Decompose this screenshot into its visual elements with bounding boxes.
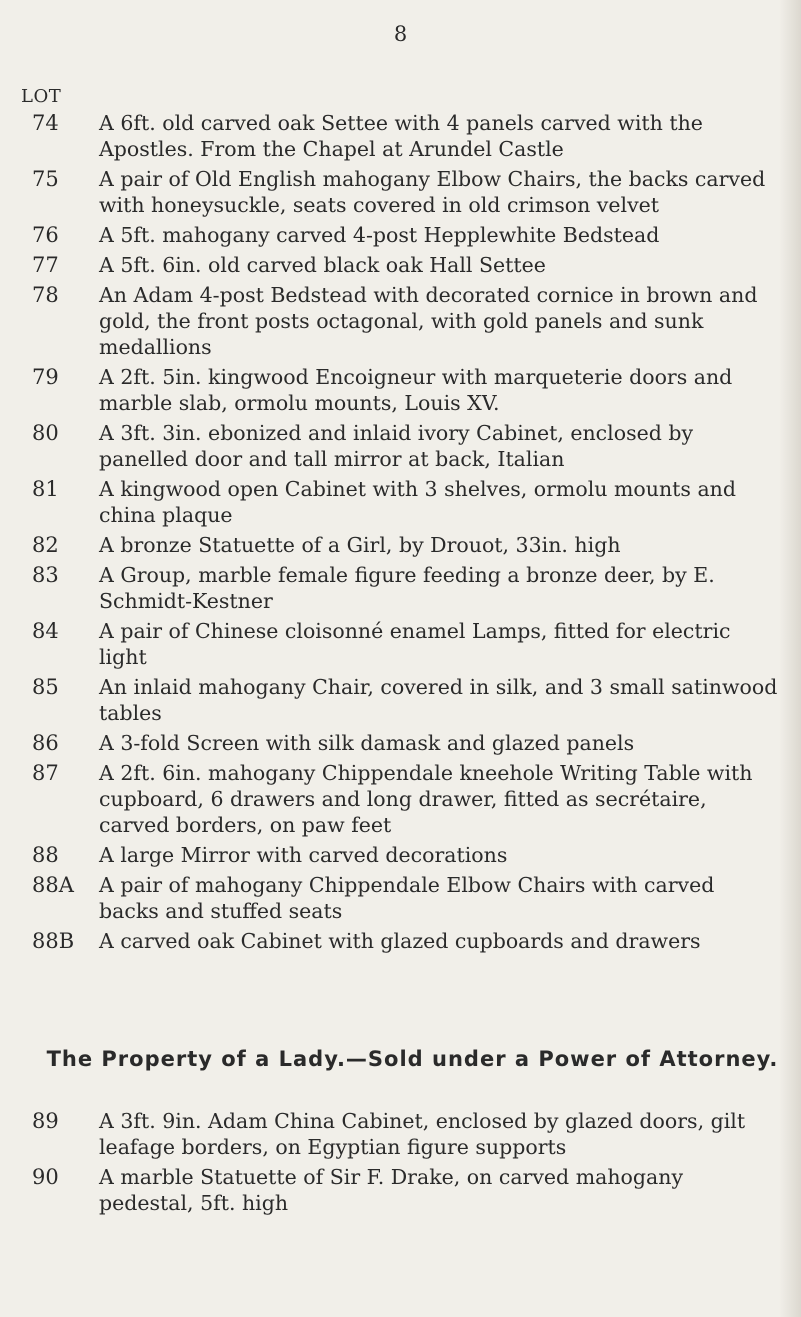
lot-number: 77 — [32, 253, 59, 277]
lot-description: An Adam 4-post Bedstead with decorated cornice in brown and gold, the front posts octagonal, with gold panels and sunk medallions — [99, 283, 758, 359]
lot-entry — [0, 252, 801, 278]
lot-list — [0, 110, 801, 958]
lot-number: 81 — [32, 477, 59, 501]
lot-description: A large Mirror with carved decorations — [99, 843, 508, 867]
lot-number: 80 — [32, 421, 59, 445]
lot-entry — [0, 618, 801, 670]
lot-number: 88B — [32, 929, 75, 953]
lot-description: A Group, marble female figure feeding a bronze deer, by E. Schmidt-Kestner — [99, 563, 715, 613]
lot-description: A 6ft. old carved oak Settee with 4 panels carved with the Apostles. From the Chapel at Arundel Castle — [99, 111, 703, 161]
lot-entry — [0, 476, 801, 528]
lot-entry — [0, 110, 801, 162]
lot-number: 89 — [32, 1109, 59, 1133]
lot-entry — [0, 282, 801, 360]
lot-number: 78 — [32, 283, 59, 307]
lot-entry — [0, 730, 801, 756]
lot-description: A 2ft. 6in. mahogany Chippendale kneehole Writing Table with cupboard, 6 drawers and long drawer, fitted as secrétaire, carved borders, on paw feet — [99, 761, 753, 837]
lot-description: A 5ft. mahogany carved 4-post Hepplewhite Bedstead — [99, 223, 660, 247]
lot-entry — [0, 364, 801, 416]
lot-description: A bronze Statuette of a Girl, by Drouot, 33in. high — [99, 533, 621, 557]
lot-description: A 3-fold Screen with silk damask and glazed panels — [99, 731, 635, 755]
lot-entry — [0, 166, 801, 218]
lot-number: 90 — [32, 1165, 59, 1189]
lot-description: An inlaid mahogany Chair, covered in silk, and 3 small satinwood tables — [99, 675, 778, 725]
lot-description: A 3ft. 3in. ebonized and inlaid ivory Cabinet, enclosed by panelled door and tall mirror at back, Italian — [99, 421, 694, 471]
lot-description: A 2ft. 5in. kingwood Encoigneur with marqueterie doors and marble slab, ormolu mounts, Louis XV. — [99, 365, 733, 415]
lot-description: A marble Statuette of Sir F. Drake, on carved mahogany pedestal, 5ft. high — [99, 1165, 684, 1215]
lot-number: 83 — [32, 563, 59, 587]
lot-number: 87 — [32, 761, 59, 785]
section-heading: The Property of a Lady.—Sold under a Power of Attorney. — [46, 1047, 779, 1071]
lot-entry — [0, 562, 801, 614]
lot-number: 74 — [32, 111, 59, 135]
lot-entry — [0, 872, 801, 924]
lot-list-2 — [0, 1108, 801, 1220]
lot-description: A 5ft. 6in. old carved black oak Hall Settee — [99, 253, 546, 277]
lot-description: A pair of Old English mahogany Elbow Chairs, the backs carved with honeysuckle, seats covered in old crimson velvet — [99, 167, 766, 217]
lot-entry — [0, 928, 801, 954]
lot-number: 86 — [32, 731, 59, 755]
lot-entry — [0, 674, 801, 726]
lot-description: A 3ft. 9in. Adam China Cabinet, enclosed by glazed doors, gilt leafage borders, on Egyptian figure supports — [99, 1109, 746, 1159]
lot-entry — [0, 532, 801, 558]
lot-number: 88 — [32, 843, 59, 867]
lot-entry — [0, 1164, 801, 1216]
lot-number: 76 — [32, 223, 59, 247]
lot-description: A carved oak Cabinet with glazed cupboards and drawers — [99, 929, 701, 953]
lot-entry — [0, 842, 801, 868]
lot-number: 85 — [32, 675, 59, 699]
lot-number: 84 — [32, 619, 59, 643]
lot-number: 82 — [32, 533, 59, 557]
lot-description: A kingwood open Cabinet with 3 shelves, ormolu mounts and china plaque — [99, 477, 736, 527]
lot-entry — [0, 1108, 801, 1160]
lot-description: A pair of Chinese cloisonné enamel Lamps, fitted for electric light — [99, 619, 731, 669]
lot-entry — [0, 760, 801, 838]
page-number: 8 — [393, 22, 408, 46]
lot-entry — [0, 222, 801, 248]
lot-entry — [0, 420, 801, 472]
lot-description: A pair of mahogany Chippendale Elbow Chairs with carved backs and stuffed seats — [99, 873, 715, 923]
lot-number: 75 — [32, 167, 59, 191]
page-edge-shadow — [779, 0, 801, 1317]
lot-column-header: LOT — [21, 86, 62, 107]
lot-number: 88A — [32, 873, 74, 897]
lot-number: 79 — [32, 365, 59, 389]
